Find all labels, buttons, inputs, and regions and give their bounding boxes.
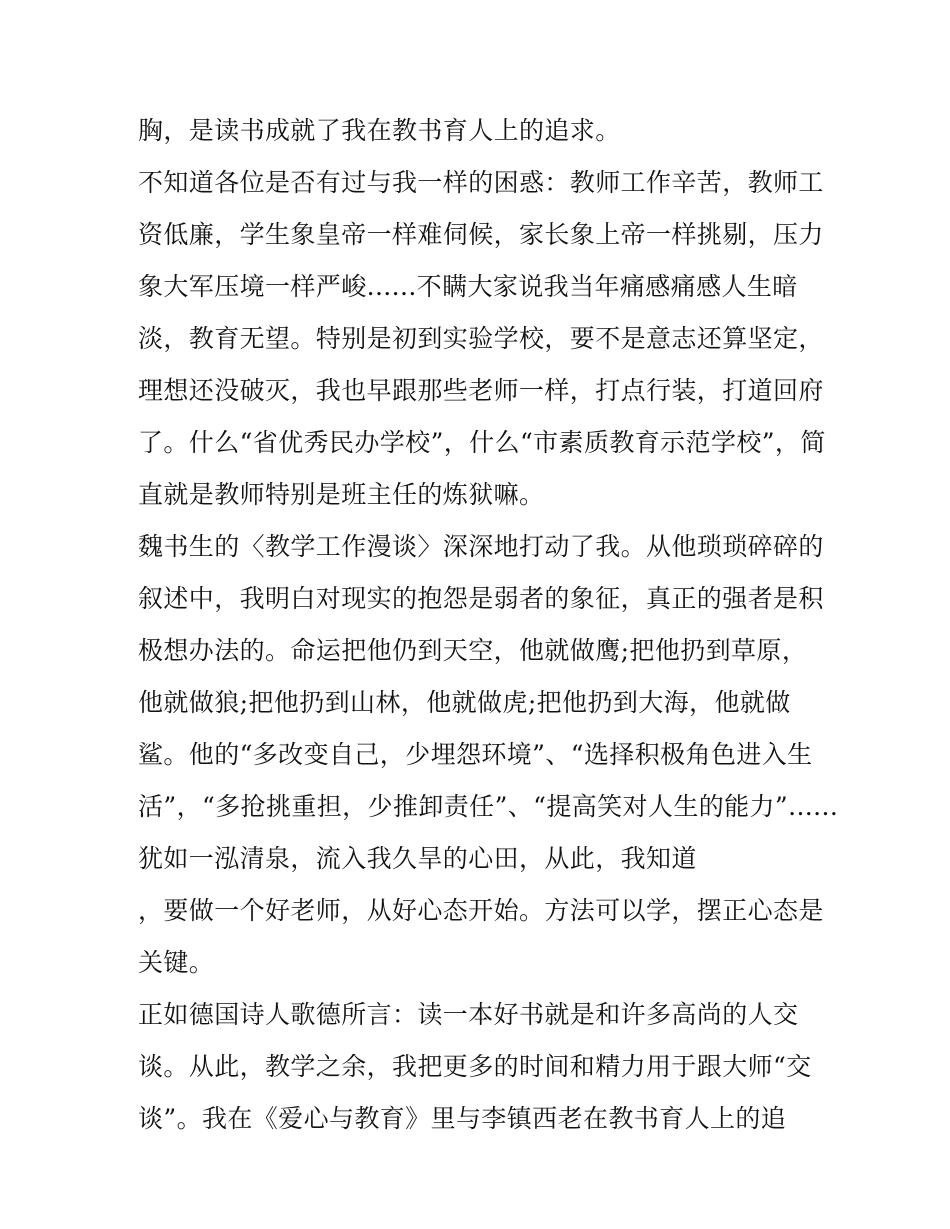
text-line: 了。什么“省优秀民办学校”，什么“市素质教育示范学校”，简	[138, 428, 826, 457]
text-line: 关键。	[138, 948, 215, 977]
text-line: 不知道各位是否有过与我一样的困惑：教师工作辛苦，教师工	[138, 168, 824, 197]
text-line: 叙述中，我明白对现实的抱怨是弱者的象征，真正的强者是积	[138, 584, 824, 613]
text-line: 活”，“多抢挑重担，少推卸责任”、“提高笑对人生的能力”......	[138, 792, 839, 821]
text-line: 谈。从此，教学之余，我把更多的时间和精力用于跟大师“交	[138, 1052, 812, 1081]
text-line: 胸，是读书成就了我在教书育人上的追求。	[138, 116, 621, 145]
text-line: 犹如一泓清泉，流入我久旱的心田，从此，我知道	[138, 844, 697, 873]
text-line: 鲨。他的“多改变自己，少埋怨环境”、“选择积极角色进入生	[138, 740, 813, 769]
text-line: 正如德国诗人歌德所言：读一本好书就是和许多高尚的人交	[138, 1000, 799, 1029]
text-line: 象大军压境一样严峻......不瞒大家说我当年痛感痛感人生暗	[138, 272, 798, 301]
text-line: 谈”。我在《爱心与教育》里与李镇西老在教书育人上的追	[138, 1104, 787, 1133]
text-line: 极想办法的。命运把他仍到天空，他就做鹰;把他扔到草原，	[138, 636, 808, 665]
text-line: 直就是教师特别是班主任的炼狱嘛。	[138, 480, 545, 509]
text-line: ，要做一个好老师，从好心态开始。方法可以学，摆正心态是	[138, 896, 824, 925]
text-line: 淡，教育无望。特别是初到实验学校，要不是意志还算坚定，	[138, 324, 824, 353]
text-line: 资低廉，学生象皇帝一样难伺候，家长象上帝一样挑剔，压力	[138, 220, 824, 249]
text-line: 理想还没破灭，我也早跟那些老师一样，打点行装，打道回府	[138, 376, 824, 405]
text-line: 魏书生的〈教学工作漫谈〉深深地打动了我。从他琐琐碎碎的	[138, 532, 824, 561]
text-line: 他就做狼;把他扔到山林，他就做虎;把他扔到大海，他就做	[138, 688, 791, 717]
document-text-block	[138, 105, 844, 1145]
